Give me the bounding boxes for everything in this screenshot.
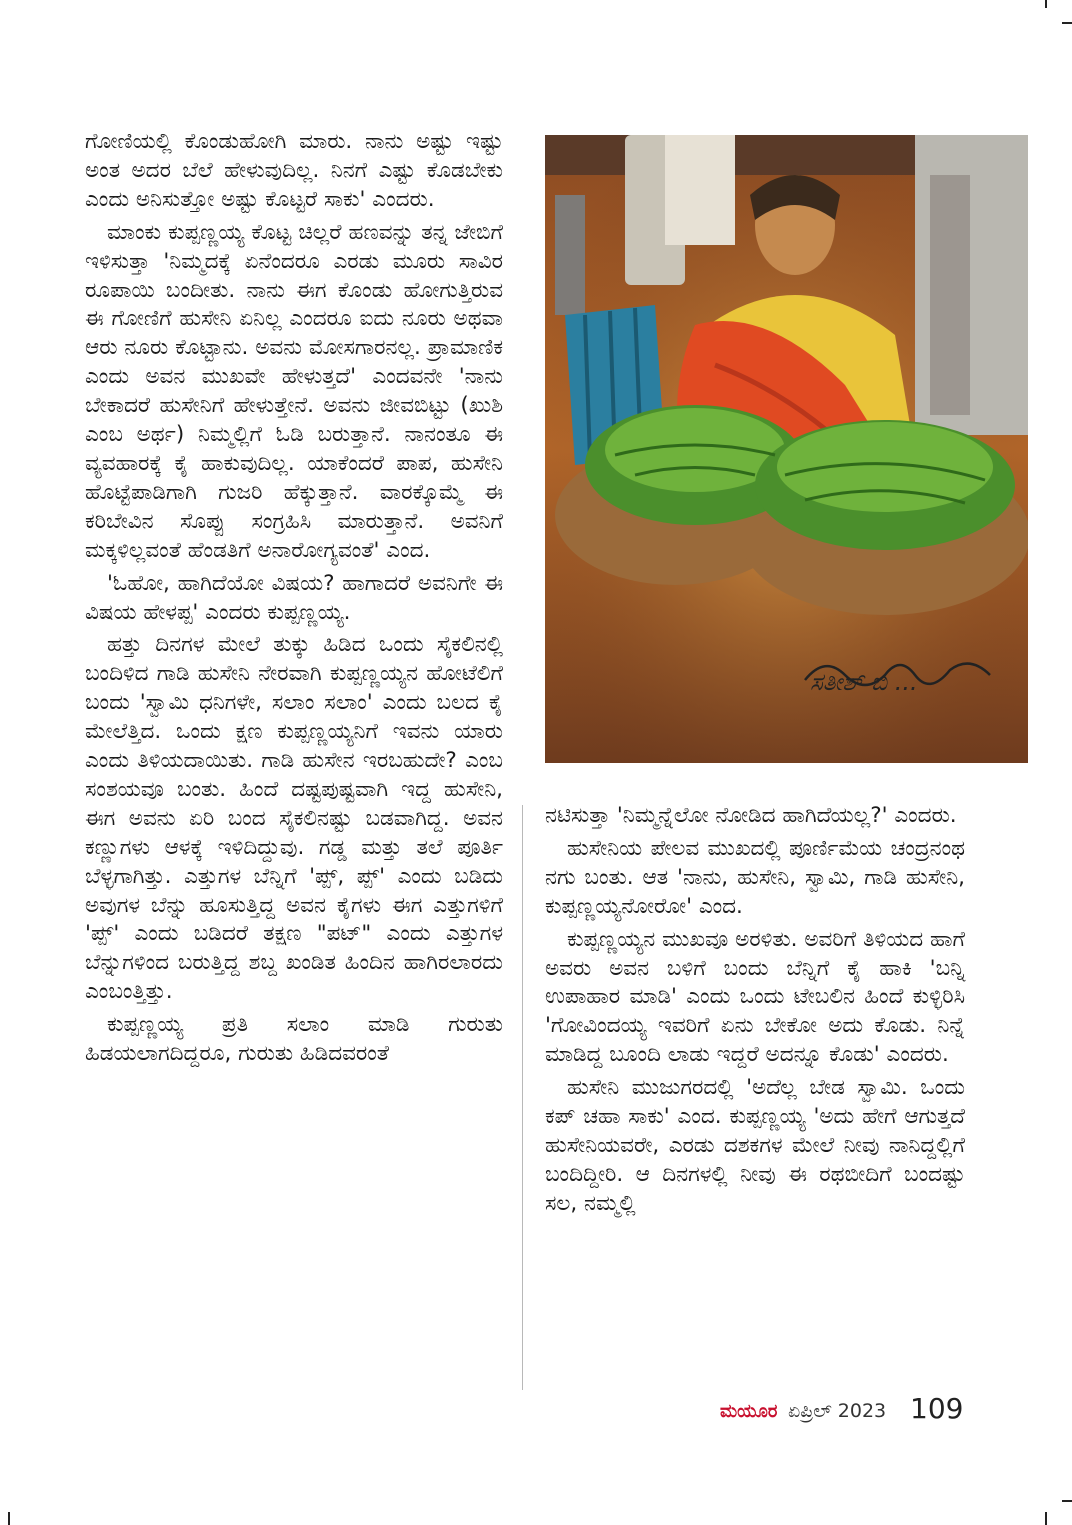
paragraph: ಹುಸೇನಿ ಮುಜುಗರದಲ್ಲಿ 'ಅದೆಲ್ಲ ಬೇಡ ಸ್ವಾಮಿ. ಒಂದು ಕಪ್ ಚಹಾ ಸಾಕು' ಎಂದ. ಕುಪ್ಪಣ್ಣಯ್ಯ 'ಅದು ಹೇಗೆ ಆಗುತ್ತದೆ ಹುಸೇನಿಯವರೇ, ಎರಡು ದಶಕಗಳ ಮೇಲೆ ನೀವು ನಾನಿದ್ದಲ್ಲಿಗೆ ಬಂದಿದ್ದೀರಿ. ಆ ದಿನಗಳಲ್ಲಿ ನೀವು ಈ ರಥಬೀದಿಗೆ ಬಂದಷ್ಟು ಸಲ, ನಮ್ಮಲ್ಲಿ xyxy=(545,1075,965,1216)
page-number: 109 xyxy=(910,1392,964,1425)
left-text-column xyxy=(85,128,503,1069)
column-divider xyxy=(522,805,523,1390)
magazine-brand: ಮಯೂರ xyxy=(720,1401,778,1422)
paragraph: 'ಓಹೋ, ಹಾಗಿದೆಯೋ ವಿಷಯ? ಹಾಗಾದರೆ ಅವನಿಗೇ ಈ ವಿಷಯ ಹೇಳಪ್ಪ' ಎಂದರು ಕುಪ್ಪಣ್ಣಯ್ಯ. xyxy=(85,570,503,625)
paragraph: ಕುಪ್ಪಣ್ಣಯ್ಯ ಪ್ರತಿ ಸಲಾಂ ಮಾಡಿ ಗುರುತು ಹಿಡಯಲಾಗದಿದ್ದರೂ, ಗುರುತು ಹಿಡಿದವರಂತೆ xyxy=(85,1012,503,1067)
right-text-column xyxy=(545,802,965,1219)
artist-signature: ಸತೀಶ್ ಬಿ ... xyxy=(810,668,918,696)
paragraph: ಗೋಣಿಯಲ್ಲಿ ಕೊಂಡುಹೋಗಿ ಮಾರು. ನಾನು ಅಷ್ಟು ಇಷ್ಟು ಅಂತ ಅದರ ಬೆಲೆ ಹೇಳುವುದಿಲ್ಲ. ನಿನಗೆ ಎಷ್ಟು ಕೊಡಬೇಕು ಎಂದು ಅನಿಸುತ್ತೋ ಅಷ್ಟು ಕೊಟ್ಟರೆ ಸಾಕು' ಎಂದರು. xyxy=(85,129,503,212)
crop-mark xyxy=(8,1512,10,1525)
paragraph: ಹುಸೇನಿಯ ಪೇಲವ ಮುಖದಲ್ಲಿ ಪೂರ್ಣಿಮೆಯ ಚಂದ್ರನಂಥ ನಗು ಬಂತು. ಆತ 'ನಾನು, ಹುಸೇನಿ, ಸ್ವಾಮಿ, ಗಾಡಿ ಹುಸೇನಿ, ಕುಪ್ಪಣ್ಣಯ್ಯನೋರೋ' ಎಂದ. xyxy=(545,835,965,919)
paragraph: ಹತ್ತು ದಿನಗಳ ಮೇಲೆ ತುಕ್ಕು ಹಿಡಿದ ಒಂದು ಸೈಕಲಿನಲ್ಲಿ ಬಂದಿಳಿದ ಗಾಡಿ ಹುಸೇನಿ ನೇರವಾಗಿ ಕುಪ್ಪಣ್ಣಯ್ಯನ ಹೋಟೆಲಿಗೆ ಬಂದು 'ಸ್ವಾಮಿ ಧನಿಗಳೇ, ಸಲಾಂ ಸಲಾಂ' ಎಂದು ಬಲದ ಕೈ ಮೇಲೆತ್ತಿದ. ಒಂದು ಕ್ಷಣ ಕುಪ್ಪಣ್ಣಯ್ಯನಿಗೆ ಇವನು ಯಾರು ಎಂದು ತಿಳಿಯದಾಯಿತು. ಗಾಡಿ ಹುಸೇನ ಇರಬಹುದೇ? ಎಂಬ ಸಂಶಯವೂ ಬಂತು. ಹಿಂದೆ ದಷ್ಟಪುಷ್ಟವಾಗಿ ಇದ್ದ ಹುಸೇನಿ, ಈಗ ಅವನು ಏರಿ ಬಂದ ಸೈಕಲಿನಷ್ಟು ಬಡವಾಗಿದ್ದ. ಅವನ ಕಣ್ಣುಗಳು ಆಳಕ್ಕೆ ಇಳಿದಿದ್ದುವು. ಗಡ್ಡ ಮತ್ತು ತಲೆ ಪೂರ್ತಿ ಬೆಳ್ಳಗಾಗಿತ್ತು. ಎತ್ತುಗಳ ಬೆನ್ನಿಗೆ 'ಪ್ಪ್, ಪ್ಪ್' ಎಂದು ಬಡಿದು ಅವುಗಳ ಬೆನ್ನು ಹೂಸುತ್ತಿದ್ದ ಅವನ ಕೈಗಳು ಈಗ ಎತ್ತುಗಳಿಗೆ 'ಪ್ಪ್' ಎಂದು ಬಡಿದರೆ ತಕ್ಷಣ "ಪಟ್" ಎಂದು ಎತ್ತುಗಳ ಬೆನ್ನುಗಳಿಂದ ಬರುತ್ತಿದ್ದ ಶಬ್ದ ಖಂಡಿತ ಹಿಂದಿನ ಹಾಗಿರಲಾರದು ಎಂಬಂತ್ತಿತ್ತು. xyxy=(85,632,503,1005)
market-woman-curry-leaves-illustration xyxy=(545,135,1028,763)
page-footer xyxy=(720,1392,970,1432)
crop-mark xyxy=(1045,0,1047,8)
paragraph: ಮಾಂಕು ಕುಪ್ಪಣ್ಣಯ್ಯ ಕೊಟ್ಟ ಚಿಲ್ಲರೆ ಹಣವನ್ನು ತನ್ನ ಜೇಬಿಗೆ ಇಳಿಸುತ್ತಾ 'ನಿಮ್ಮದಕ್ಕೆ ಏನೆಂದರೂ ಎರಡು ಮೂರು ಸಾವಿರ ರೂಪಾಯಿ ಬಂದೀತು. ನಾನು ಈಗ ಕೊಂಡು ಹೋಗುತ್ತಿರುವ ಈ ಗೋಣಿಗೆ ಹುಸೇನಿ ಏನಿಲ್ಲ ಎಂದರೂ ಐದು ನೂರು ಅಥವಾ ಆರು ನೂರು ಕೊಟ್ಟಾನು. ಅವನು ಮೋಸಗಾರನಲ್ಲ. ಪ್ರಾಮಾಣಿಕ ಎಂದು ಅವನ ಮುಖವೇ ಹೇಳುತ್ತದೆ' ಎಂದವನೇ 'ನಾನು ಬೇಕಾದರೆ ಹುಸೇನಿಗೆ ಹೇಳುತ್ತೇನೆ. ಅವನು ಜೀವಬಿಟ್ಟು (ಖುಶಿ ಎಂಬ ಅರ್ಥ) ನಿಮ್ಮಲ್ಲಿಗೆ ಓಡಿ ಬರುತ್ತಾನೆ. ನಾನಂತೂ ಈ ವ್ಯವಹಾರಕ್ಕೆ ಕೈ ಹಾಕುವುದಿಲ್ಲ. ಯಾಕೆಂದರೆ ಪಾಪ, ಹುಸೇನಿ ಹೊಟ್ಟೆಪಾಡಿಗಾಗಿ ಗುಜರಿ ಹೆಕ್ಕುತ್ತಾನೆ. ವಾರಕ್ಕೊಮ್ಮೆ ಈ ಕರಿಬೇವಿನ ಸೊಪ್ಪು ಸಂಗ್ರಹಿಸಿ ಮಾರುತ್ತಾನೆ. ಅವನಿಗೆ ಮಕ್ಕಳಿಲ್ಲವಂತೆ ಹೆಂಡತಿಗೆ ಅನಾರೋಗ್ಯವಂತೆ' ಎಂದ. xyxy=(85,219,503,563)
crop-mark xyxy=(1062,1500,1072,1502)
crop-mark xyxy=(1062,22,1072,24)
paragraph: ಕುಪ್ಪಣ್ಣಯ್ಯನ ಮುಖವೂ ಅರಳಿತು. ಅವರಿಗೆ ತಿಳಿಯದ ಹಾಗೆ ಅವರು ಅವನ ಬಳಿಗೆ ಬಂದು ಬೆನ್ನಿಗೆ ಕೈ ಹಾಕಿ 'ಬನ್ನಿ ಉಪಾಹಾರ ಮಾಡಿ' ಎಂದು ಒಂದು ಟೇಬಲಿನ ಹಿಂದೆ ಕುಳ್ಳಿರಿಸಿ 'ಗೋವಿಂದಯ್ಯ ಇವರಿಗೆ ಏನು ಬೇಕೋ ಅದು ಕೊಡು. ನಿನ್ನೆ ಮಾಡಿದ್ದ ಬೂಂದಿ ಲಾಡು ಇದ್ದರೆ ಅದನ್ನೂ ಕೊಡು' ಎಂದರು. xyxy=(545,926,965,1068)
paragraph: ನಟಿಸುತ್ತಾ 'ನಿಮ್ಮನ್ನೆಲೋ ನೋಡಿದ ಹಾಗಿದೆಯಲ್ಲ?' ಎಂದರು. xyxy=(545,803,957,828)
issue-date: ಏಪ್ರಿಲ್ 2023 xyxy=(788,1400,887,1422)
crop-mark xyxy=(1045,1512,1047,1525)
